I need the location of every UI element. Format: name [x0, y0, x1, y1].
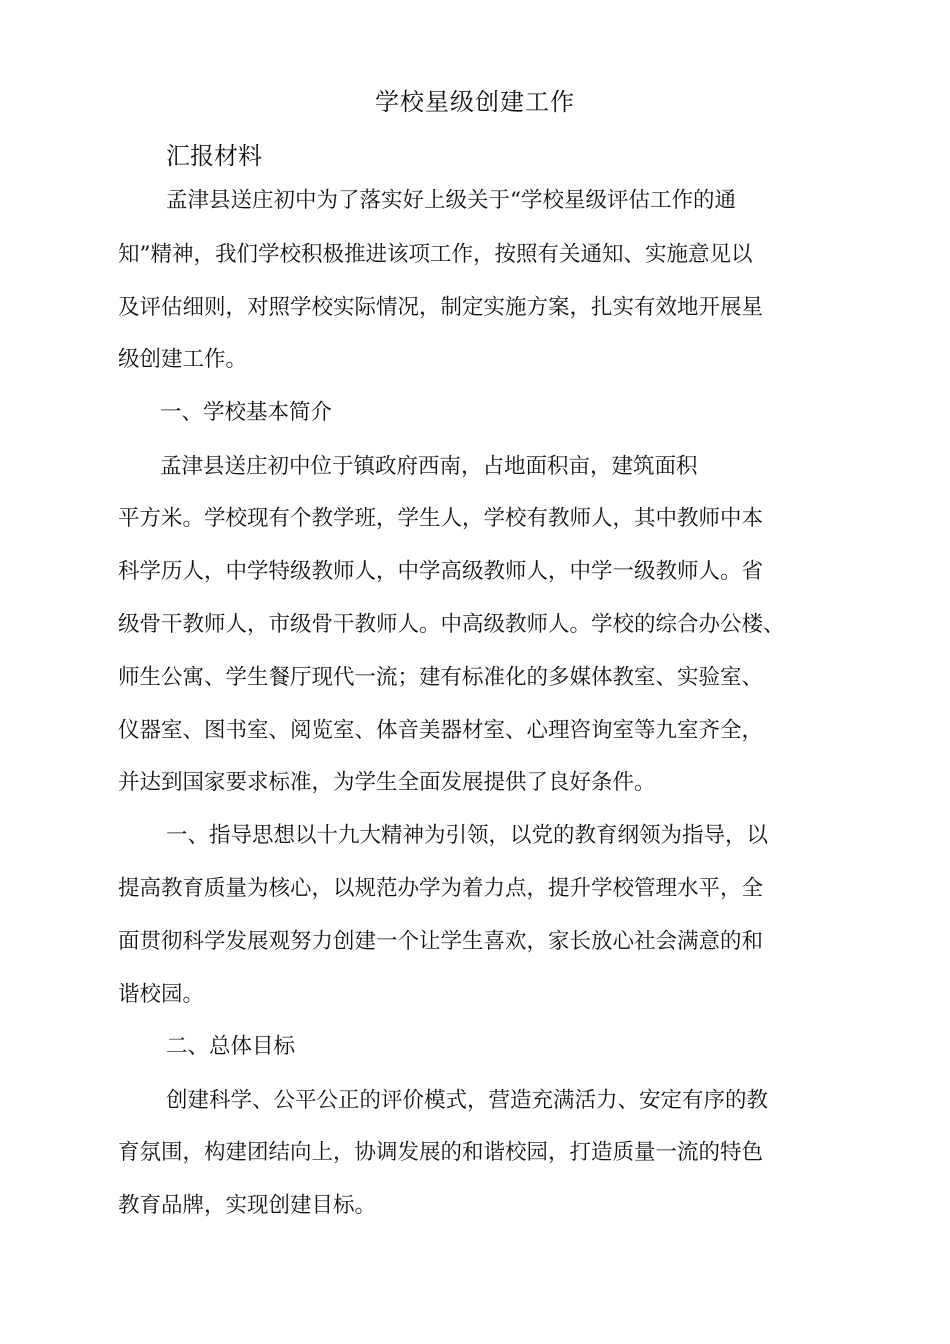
paragraph-line: 谐校园。	[118, 982, 205, 1007]
paragraph-line: 及评估细则，对照学校实际情况，制定实施方案，扎实有效地开展星	[118, 295, 764, 320]
paragraph-line: 面贯彻科学发展观努力创建一个让学生喜欢，家长放心社会满意的和	[118, 929, 764, 954]
section-heading: 一、学校基本简介	[160, 400, 333, 425]
paragraph-line: 孟津县送庄初中位于镇政府西南，占地面积亩，建筑面积	[160, 454, 698, 479]
paragraph-line: 并达到国家要求标准，为学生全面发展提供了良好条件。	[118, 770, 656, 795]
paragraph-line: 级骨干教师人，市级骨干教师人。中高级教师人。学校的综合办公楼、	[118, 612, 785, 637]
paragraph-line: 知”精神，我们学校积极推进该项工作，按照有关通知、实施意见以	[118, 242, 753, 267]
paragraph-line: 育氛围，构建团结向上，协调发展的和谐校园，打造质量一流的特色	[118, 1140, 764, 1165]
paragraph-line: 教育品牌，实现创建目标。	[118, 1193, 377, 1218]
paragraph-line: 创建科学、公平公正的评价模式，营造充满活力、安定有序的教	[166, 1088, 769, 1113]
document-title: 学校星级创建工作	[375, 88, 575, 116]
paragraph-line: 一、指导思想以十九大精神为引领，以党的教育纲领为指导，以	[166, 823, 769, 848]
paragraph-line: 级创建工作。	[118, 347, 248, 372]
paragraph-line: 孟津县送庄初中为了落实好上级关于“学校星级评估工作的通	[166, 188, 736, 213]
paragraph-line: 仪器室、图书室、阅览室、体音美器材室、心理咨询室等九室齐全，	[118, 718, 764, 743]
paragraph-line: 师生公寓、学生餐厅现代一流；建有标准化的多媒体教室、实验室、	[118, 665, 764, 690]
paragraph-line: 科学历人，中学特级教师人，中学高级教师人，中学一级教师人。省	[118, 559, 764, 584]
paragraph-line: 提高教育质量为核心，以规范办学为着力点，提升学校管理水平，全	[118, 876, 764, 901]
section-heading: 二、总体目标	[166, 1034, 296, 1059]
paragraph-line: 平方米。学校现有个教学班，学生人，学校有教师人，其中教师中本	[118, 506, 764, 531]
document-subtitle: 汇报材料	[166, 142, 262, 170]
